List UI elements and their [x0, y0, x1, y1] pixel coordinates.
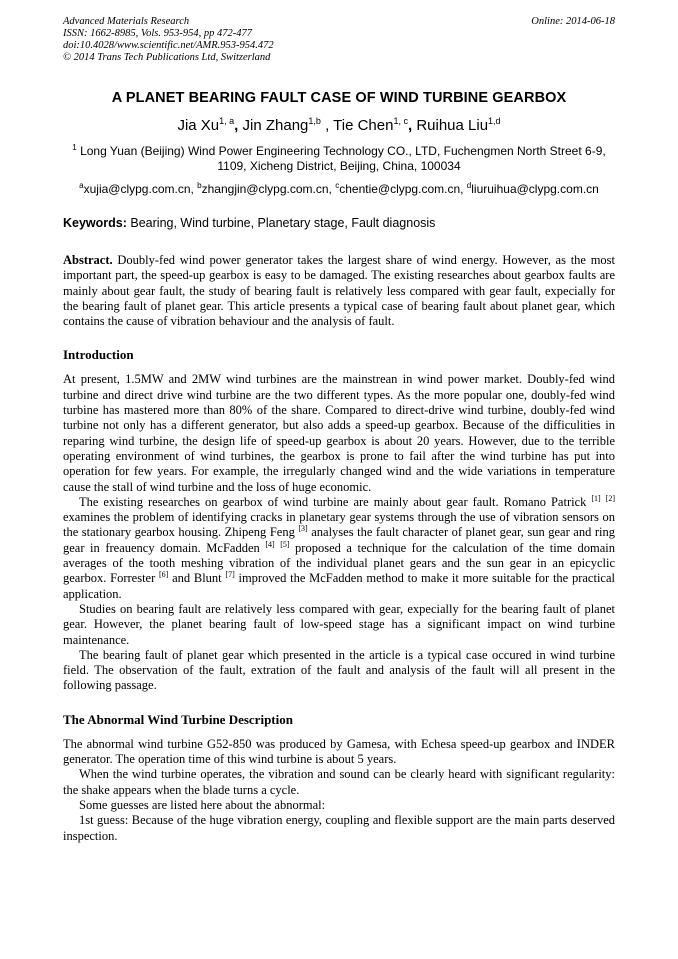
affiliation: [63, 140, 615, 174]
introduction-heading: Introduction: [63, 347, 134, 363]
intro-p2-text: examines the problem of identifying cracks in planetary gear systems through the use of vibration sensors on the stationary gearbox housing. Zhipeng Feng: [63, 510, 615, 540]
citation-2[interactable]: [2]: [605, 493, 615, 503]
citation-7[interactable]: [7]: [225, 570, 235, 580]
abnormal-paragraph-2: When the wind turbine operates, the vibration and sound can be clearly heard with significant regularity: the shake appears when the blade turns a cycle.: [63, 767, 615, 797]
author-separator: ,: [320, 117, 334, 134]
author-separator: ,: [407, 117, 417, 134]
citation-1[interactable]: [1]: [591, 493, 601, 503]
email-address[interactable]: xujia@clypg.com.cn: [83, 182, 191, 196]
email-mark: a: [79, 181, 84, 190]
author-name: Ruihua Liu: [416, 117, 489, 134]
email-mark: c: [335, 181, 340, 190]
email-list: $^a$xujia@clypg.com.cn, $^b$zhangjin@clypg.com.cn, $^c$chentie@clypg.com.cn, $^d$liuruihua@clypg.com.cn: [79, 181, 599, 196]
affiliation-mark: 1: [72, 143, 77, 152]
intro-p2-text: improved the McFadden method to make it more suitable for the practical application.: [63, 571, 615, 601]
author-list: [63, 116, 615, 134]
intro-p2-text: proposed a technique for the calculation of the time domain averages of the tooth meshing vibration of the individual planet gears and the sun gear in an epicyclic gearbox. Forrester: [63, 540, 615, 586]
affiliation-text: Long Yuan (Beijing) Wind Power Engineering Technology CO., LTD, Fuchengmen North Street 6-9, 1109, Xicheng District, Beijing, China, 100034: [80, 144, 606, 173]
email-address[interactable]: chentie@clypg.com.cn: [339, 182, 461, 196]
journal-header: [63, 16, 615, 64]
abnormal-paragraph-1: The abnormal wind turbine G52-850 was produced by Gamesa, with Echesa speed-up gearbox and INDER generator. The operation time of this wind turbine is about 5 years.: [63, 736, 615, 767]
author-affil-mark: 1, a: [219, 116, 235, 126]
author-name: Tie Chen: [333, 117, 394, 134]
intro-paragraph-4: The bearing fault of planet gear which presented in the article is a typical case occured in wind turbine field. The observation of the fault, extration of the fault and analysis of the fault will all present in the following passage.: [63, 647, 615, 693]
abstract: [63, 253, 615, 329]
author-affil-mark: 1,b: [308, 116, 321, 126]
intro-paragraph-2: [63, 495, 615, 602]
citation-5[interactable]: [5]: [280, 539, 290, 549]
author-name: Jin Zhang: [242, 117, 309, 134]
doi-line: doi:10.4028/www.scientific.net/AMR.953-954.472: [63, 40, 274, 51]
abnormal-section-heading: The Abnormal Wind Turbine Description: [63, 711, 293, 727]
intro-paragraph-1: At present, 1.5MW and 2MW wind turbines are the mainstrean in wind power market. Doubly-fed wind turbine and direct drive wind turbine are the two different types. As the more popular one, doubly-fed wind turbine has mastered more than 80% of the share. Compared to direct-drive wind turbine, doubly-fed wind turbine not only has a different generator, but also adds a speed-up gearbox. Because of the difficulities in reparing wind turbine, the design life of speed-up gearbox is about 20 years. However, due to the terrible operating environment of wind turbines, the gearbox is prone to fail after the wind turbine has put into operation for few years. For example, the irregularly changed wind and the wide variations in temperature cause the stall of wind turbine and the loss of huge economic.: [63, 372, 615, 494]
email-mark: b: [197, 181, 202, 190]
author-name: Jia Xu: [177, 117, 220, 134]
intro-paragraph-3: Studies on bearing fault are relatively less compared with gear, expecially for the bearing fault of planet gear. However, the planet bearing fault of low-speed stage has a significant impact on wind turbine maintenance.: [63, 601, 615, 647]
keywords: [63, 216, 615, 230]
issn-line: ISSN: 1662-8985, Vols. 953-954, pp 472-477: [63, 28, 252, 39]
abstract-label: Abstract.: [63, 253, 113, 267]
keywords-label: Keywords:: [63, 216, 127, 230]
intro-p2-text: analyses the fault character of planet gear, sun gear and ring gear in freauency domain. McFadden: [63, 525, 615, 555]
paper-title: A PLANET BEARING FAULT CASE OF WIND TURBINE GEARBOX: [111, 90, 567, 106]
copyright-line: © 2014 Trans Tech Publications Ltd, Switzerland: [63, 52, 271, 63]
online-date: Online: 2014-06-18: [531, 16, 615, 27]
citation-3[interactable]: [3]: [298, 524, 308, 534]
abstract-text: Doubly-fed wind power generator takes the largest share of wind energy. However, as the most important part, the speed-up gearbox is easy to be damaged. The existing researches about gearbox faults are mainly about gear fault, the study of bearing fault is relatively less compared with gear fault, expecially for the bearing fault of planet gear. This article presents a typical case of bearing fault about planet gear, which contains the cause of vibration behaviour and the analysis of fault.: [63, 253, 615, 329]
email-mark: d: [466, 181, 472, 190]
intro-p2-text: The existing researches on gearbox of wind turbine are mainly about gear fault. Romano Patrick: [79, 494, 592, 509]
email-address[interactable]: zhangjin@clypg.com.cn: [201, 182, 329, 196]
author-separator: ,: [234, 117, 243, 134]
email-address[interactable]: liuruihua@clypg.com.cn: [471, 182, 599, 196]
author-affil-mark: 1, c: [393, 116, 408, 126]
keywords-text: Bearing, Wind turbine, Planetary stage, Fault diagnosis: [130, 216, 436, 230]
citation-6[interactable]: [6]: [159, 570, 169, 580]
author-affil-mark: 1,d: [488, 116, 501, 126]
journal-name: Advanced Materials Research: [63, 16, 190, 27]
abnormal-paragraph-4: 1st guess: Because of the huge vibration energy, coupling and flexible support are the main parts deserved inspection.: [63, 813, 615, 843]
intro-p2-text: and Blunt: [168, 571, 226, 586]
abnormal-paragraph-3: Some guesses are listed here about the abnormal:: [79, 797, 326, 812]
citation-4[interactable]: [4]: [265, 539, 275, 549]
